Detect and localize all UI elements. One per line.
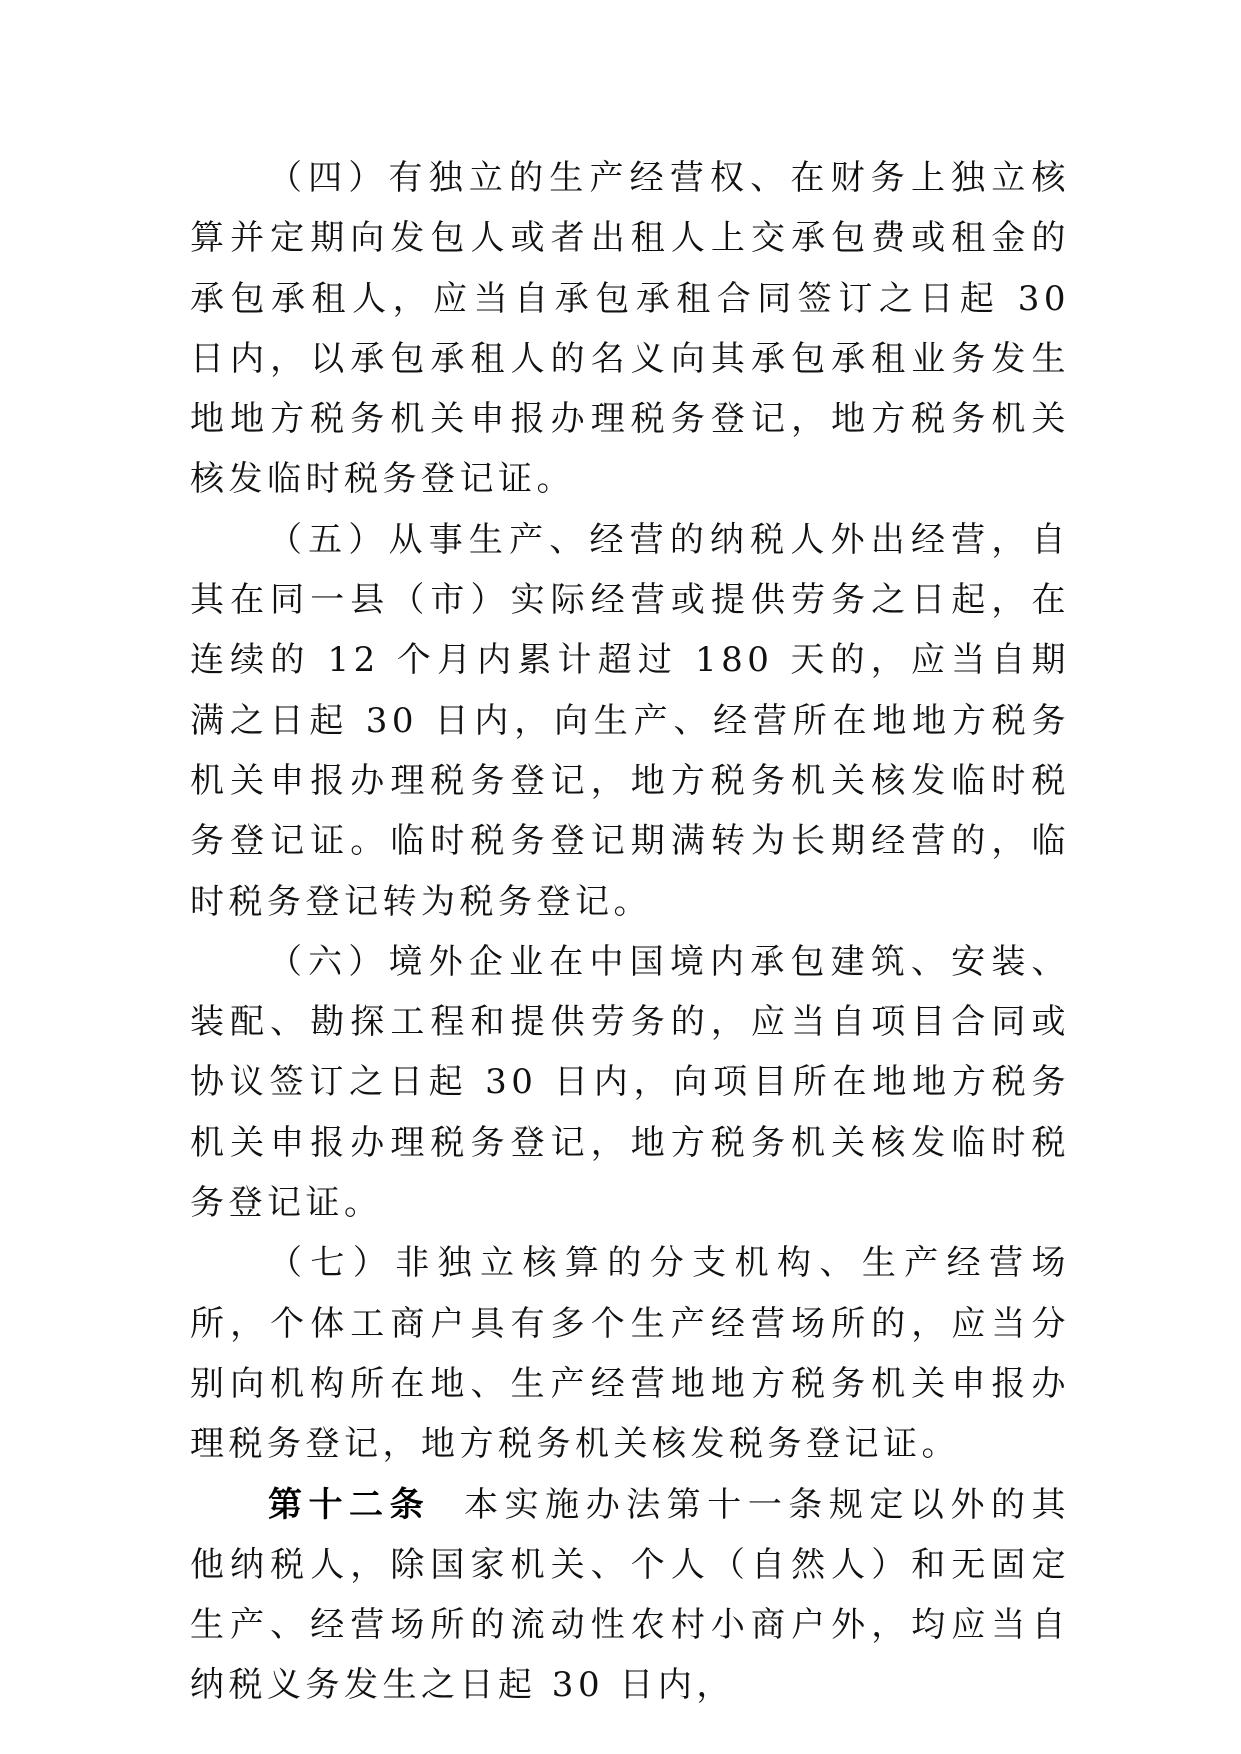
- article-text: 本实施办法第十一条规定以外的其他纳税人，除国家机关、个人（自然人）和无固定生产、经营场所的流动性农村小商户外，均应当自纳税义务发生之日起 30 日内，: [190, 1484, 1071, 1706]
- article-12-paragraph: [190, 1475, 1070, 1716]
- article-heading: 第十二条: [268, 1484, 431, 1525]
- paragraph-item-5: （五）从事生产、经营的纳税人外出经营，自其在同一县（市）实际经营或提供劳务之日起，在连续的 12 个月内累计超过 180 天的，应当自期满之日起 30 日内，向生产、经营所在地地方税务机关申报办理税务登记，地方税务机关核发临时税务登记证。临时税务登记期满转为长期经营的，临时税务登记转为税务登记。: [190, 519, 1070, 922]
- paragraph-item-4: （四）有独立的生产经营权、在财务上独立核算并定期向发包人或者出租人上交承包费或租金的承包承租人，应当自承包承租合同签订之日起 30 日内，以承包承租人的名义向其承包承租业务发生地地方税务机关申报办理税务登记，地方税务机关核发临时税务登记证。: [190, 158, 1070, 500]
- paragraph-item-7: （七）非独立核算的分支机构、生产经营场所，个体工商户具有多个生产经营场所的，应当分别向机构所在地、生产经营地地方税务机关申报办理税务登记，地方税务机关核发税务登记证。: [190, 1243, 1070, 1465]
- paragraph-item-6: （六）境外企业在中国境内承包建筑、安装、装配、勘探工程和提供劳务的，应当自项目合同或协议签订之日起 30 日内，向项目所在地地方税务机关申报办理税务登记，地方税务机关核发临时税务登记证。: [190, 941, 1070, 1224]
- document-body: [190, 148, 1070, 1716]
